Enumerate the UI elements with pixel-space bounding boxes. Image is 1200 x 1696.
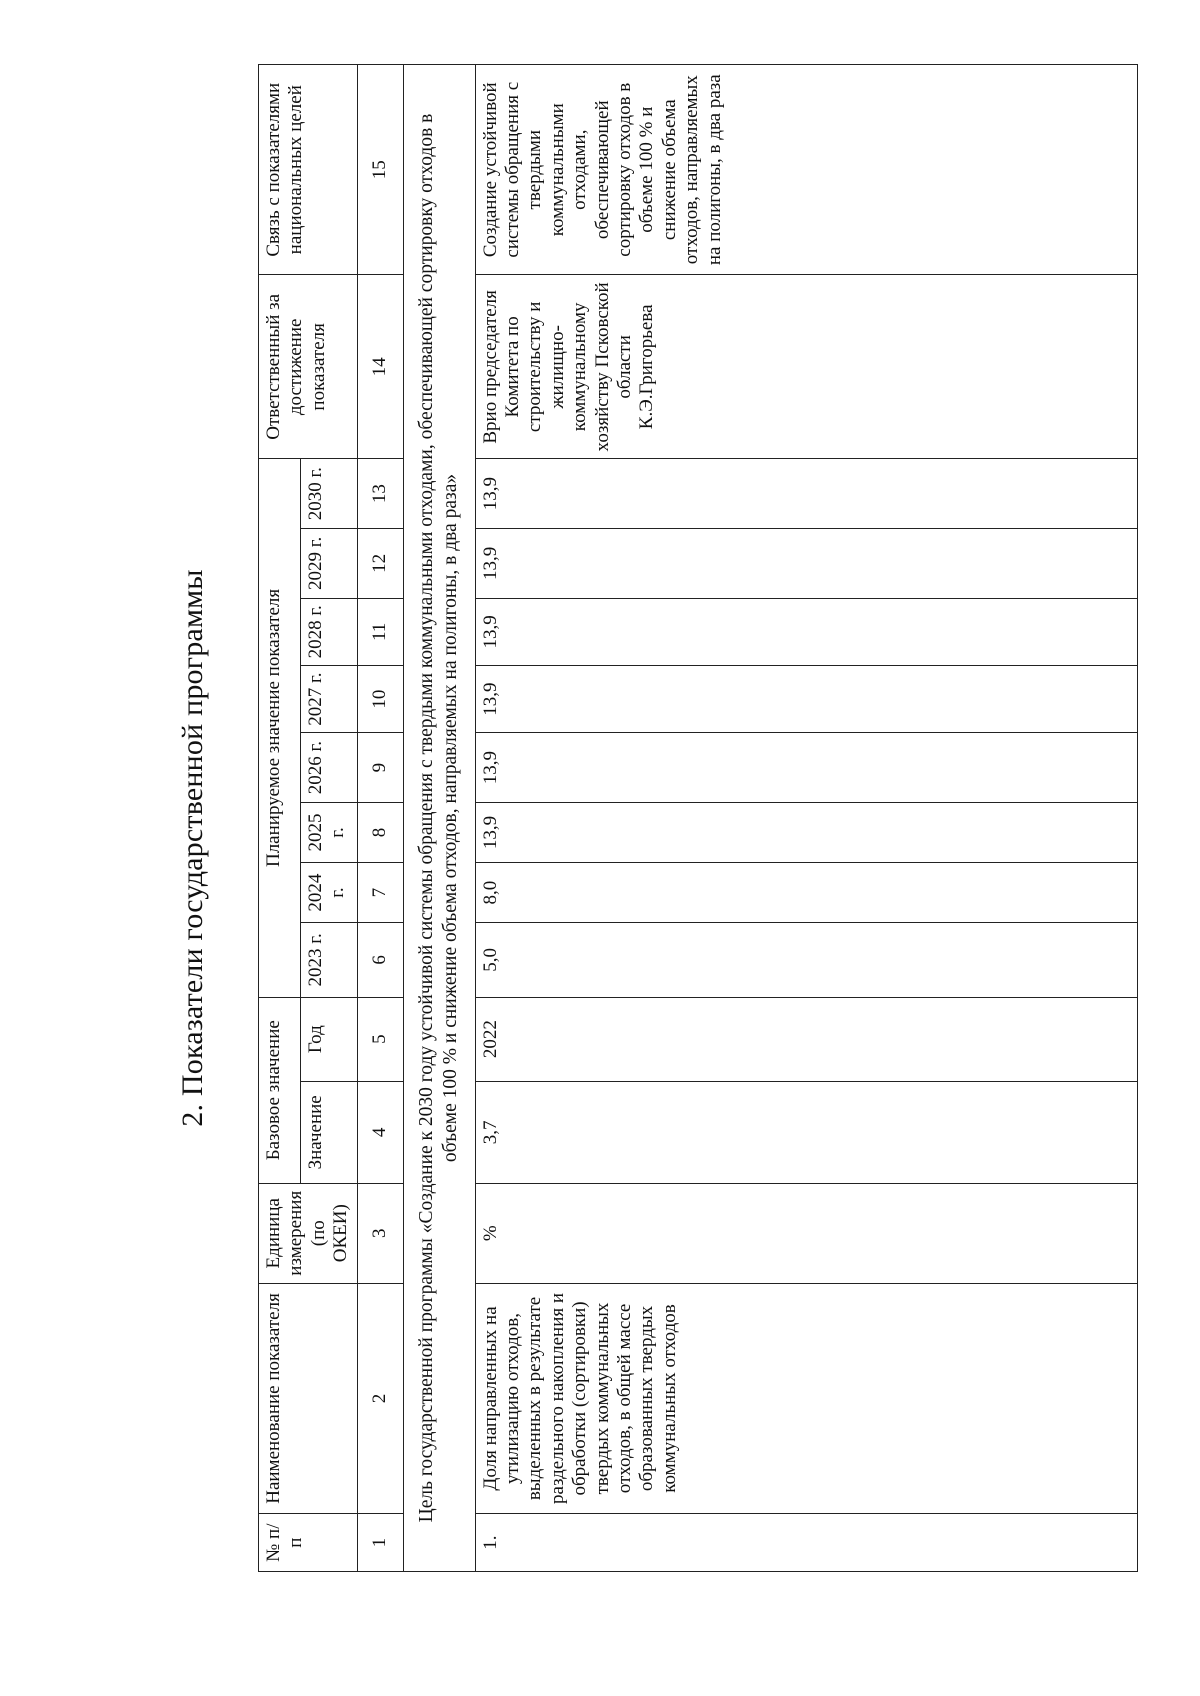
indicators-table <box>258 64 1138 1572</box>
column-number: 6 <box>357 923 403 998</box>
column-number: 11 <box>357 598 403 665</box>
header-name: Наименование показателя <box>259 1283 358 1514</box>
column-number: 3 <box>357 1183 403 1283</box>
header-year: 2025 г. <box>300 802 357 862</box>
program-goal: Цель государственной программы «Создание к 2030 году устойчивой системы обращения с твердыми коммунальными отходами, обеспечивающей сортировку отходов в объеме 100 % и снижение объема отходов, направляемых на полигоны, в два раза» <box>403 65 475 1572</box>
column-number: 15 <box>357 65 403 275</box>
header-year: 2030 г. <box>300 459 357 529</box>
base-value: 3,7 <box>475 1081 1137 1183</box>
planned-value: 13,9 <box>475 529 1137 599</box>
header-link: Связь с показателями национальных целей <box>259 65 358 275</box>
header-year: 2028 г. <box>300 598 357 665</box>
header-responsible: Ответственный за достижение показателя <box>259 275 358 459</box>
column-number: 5 <box>357 997 403 1081</box>
column-number: 7 <box>357 863 403 923</box>
planned-value: 13,9 <box>475 598 1137 665</box>
column-number: 4 <box>357 1081 403 1183</box>
national-goal-link: Создание устойчивой системы обращения с твердыми коммунальными отходами, обеспечивающей сортировку отходов в объеме 100 % и снижение объема отходов, направляемых на полигоны, в два раза <box>475 65 1137 275</box>
planned-value: 13,9 <box>475 459 1137 529</box>
planned-value: 5,0 <box>475 923 1137 998</box>
header-year: 2024 г. <box>300 863 357 923</box>
header-unit: Единица измерения (по ОКЕИ) <box>259 1183 358 1283</box>
page-title: 2. Показатели государственной программы <box>176 569 209 1127</box>
column-number: 2 <box>357 1283 403 1514</box>
row-num: 1. <box>475 1514 1137 1572</box>
planned-value: 13,9 <box>475 733 1137 803</box>
column-number: 8 <box>357 802 403 862</box>
header-year: 2023 г. <box>300 923 357 998</box>
base-year: 2022 <box>475 997 1137 1081</box>
header-year: 2026 г. <box>300 733 357 803</box>
column-number: 10 <box>357 665 403 732</box>
header-num: № п/п <box>259 1514 358 1572</box>
header-base-year: Год <box>300 997 357 1081</box>
responsible-person: Врио председателя Комитета по строительству и жилищно-коммунальному хозяйству Псковской области К.Э.Григорьева <box>475 275 1137 459</box>
column-number: 1 <box>357 1514 403 1572</box>
planned-value: 8,0 <box>475 863 1137 923</box>
header-base: Базовое значение <box>259 997 301 1183</box>
indicator-name: Доля направленных на утилизацию отходов, выделенных в результате раздельного накопления и обработки (сортировки) твердых коммунальных отходов, в общей массе образованных твердых коммунальных отходов <box>475 1283 1137 1514</box>
column-number: 9 <box>357 733 403 803</box>
planned-value: 13,9 <box>475 665 1137 732</box>
column-number: 14 <box>357 275 403 459</box>
header-year: 2027 г. <box>300 665 357 732</box>
header-base-value: Значение <box>300 1081 357 1183</box>
column-number: 12 <box>357 529 403 599</box>
planned-value: 13,9 <box>475 802 1137 862</box>
indicator-unit: % <box>475 1183 1137 1283</box>
header-planned: Планируемое значение показателя <box>259 459 301 997</box>
column-number: 13 <box>357 459 403 529</box>
header-year: 2029 г. <box>300 529 357 599</box>
